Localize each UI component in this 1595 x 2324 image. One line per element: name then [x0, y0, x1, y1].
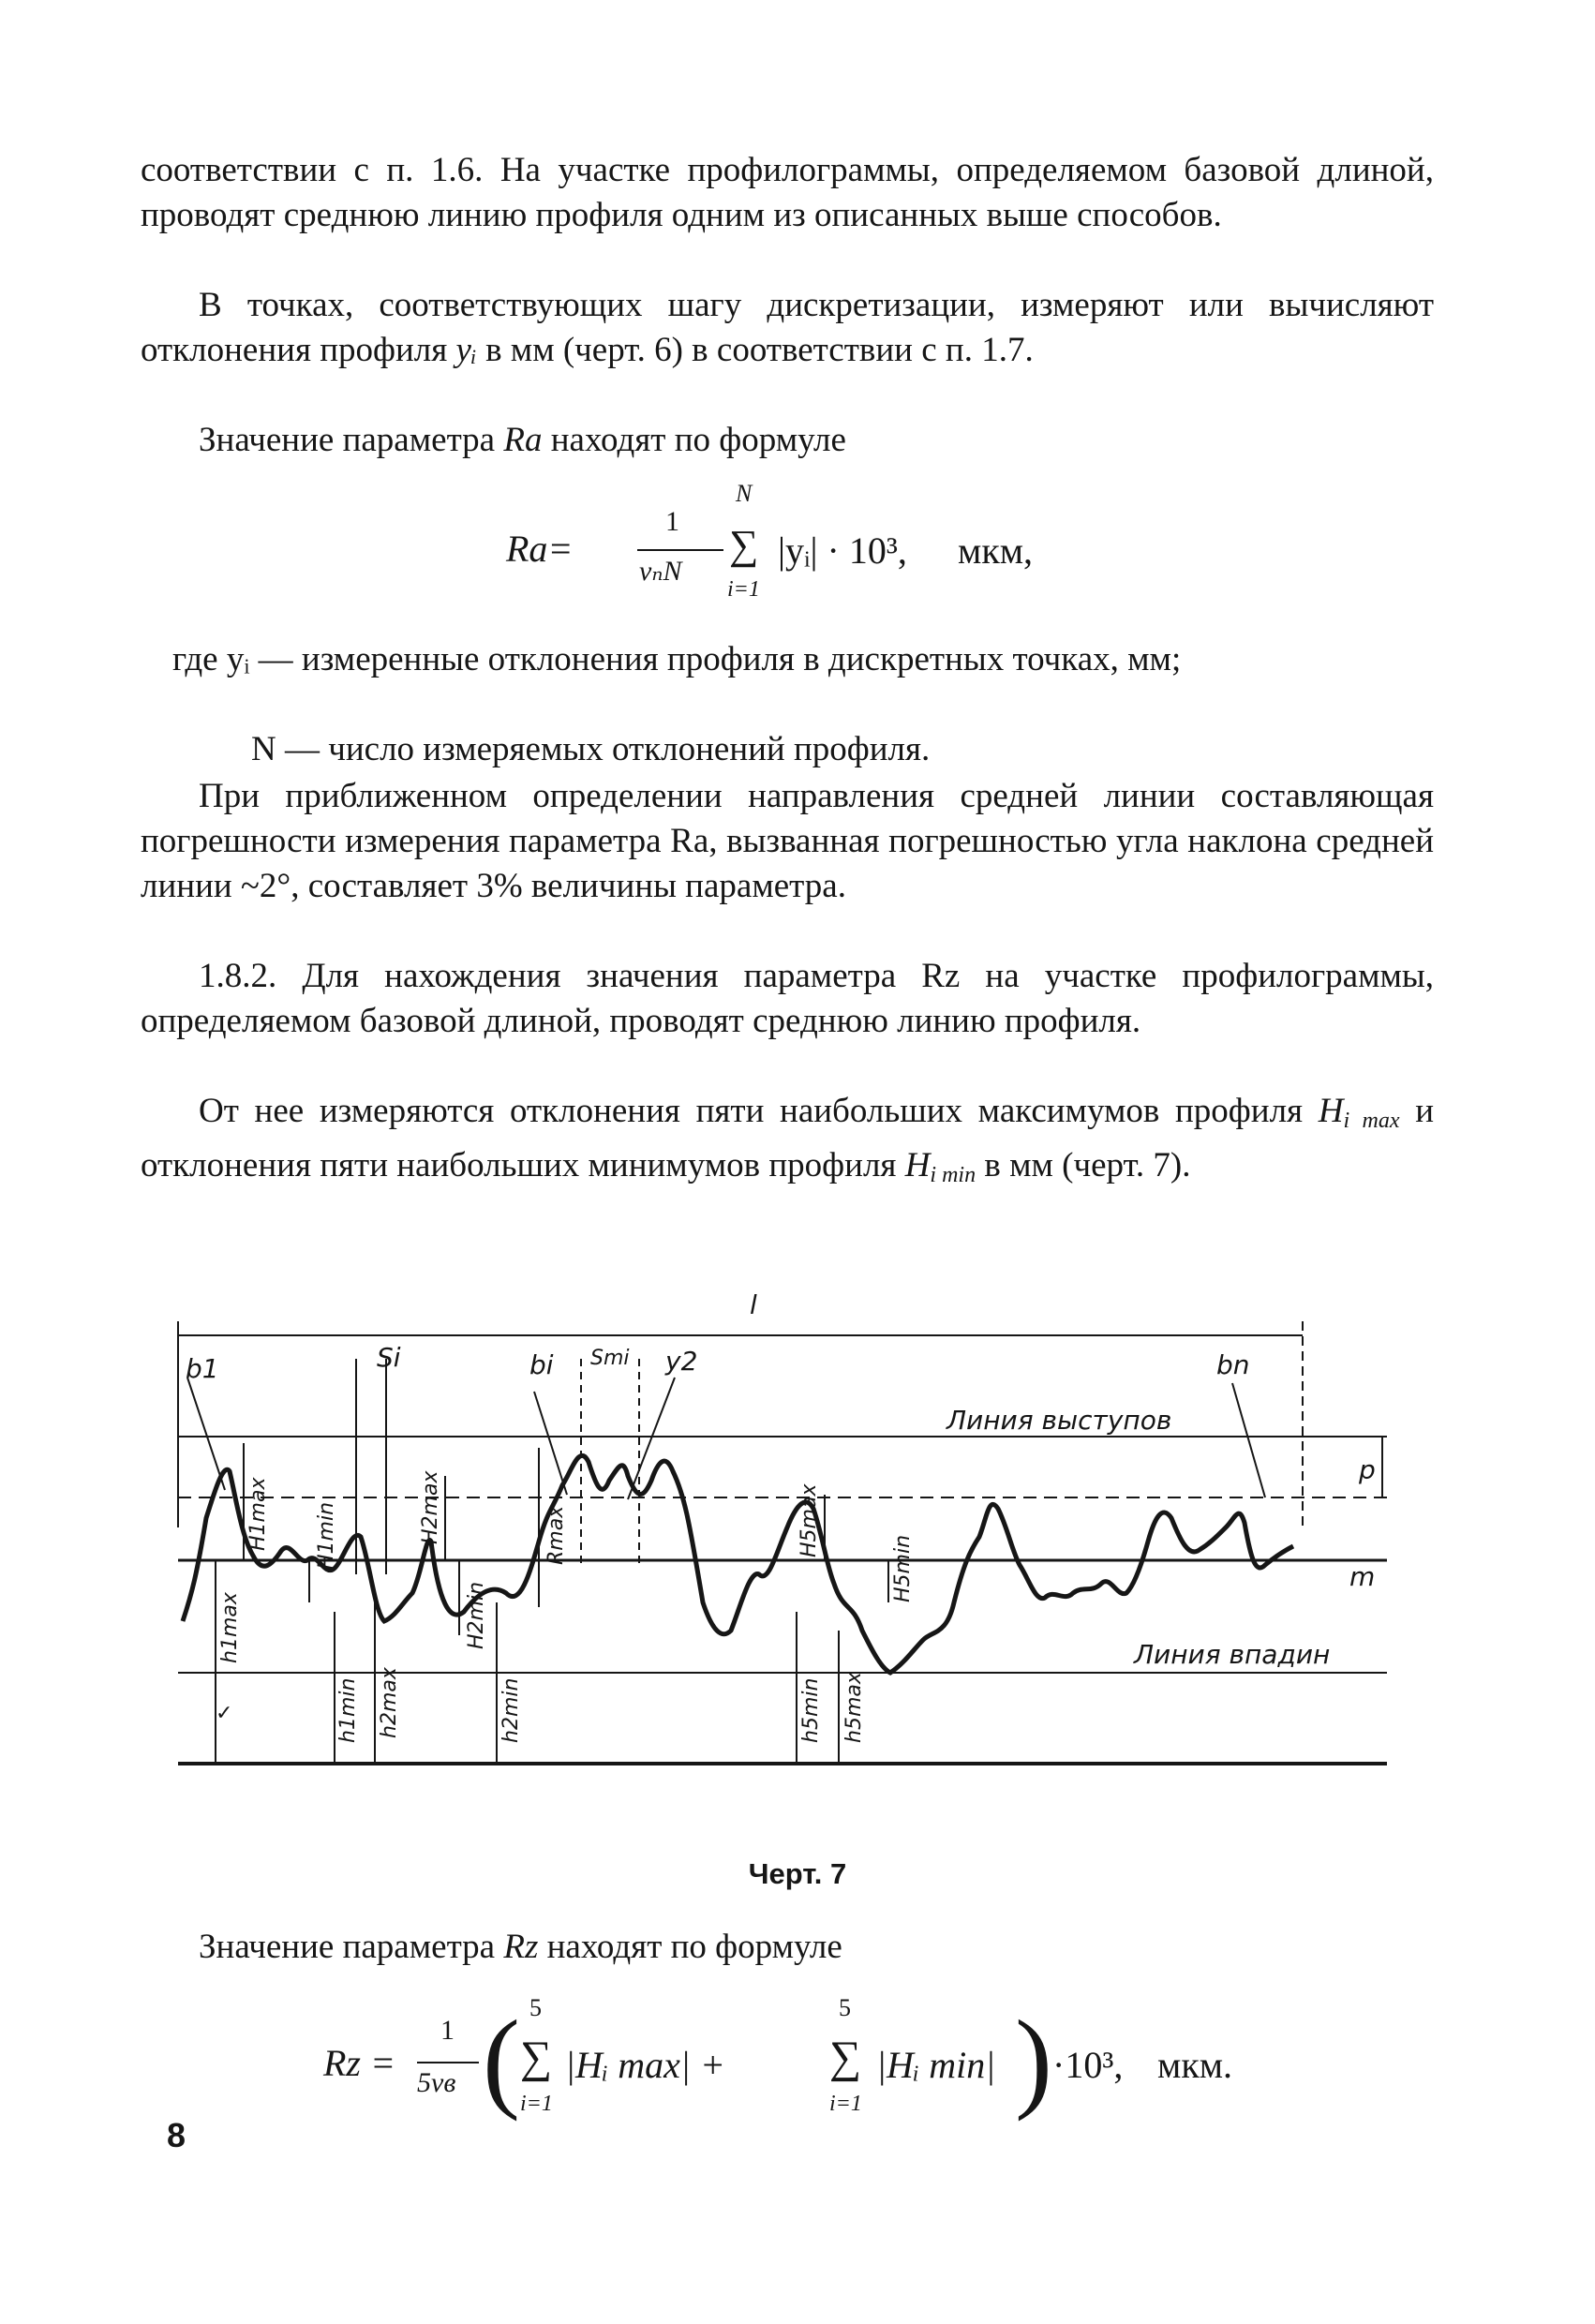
where-1-label: где yᵢ — — [172, 640, 293, 678]
label-h2min-low: h2min — [499, 1677, 523, 1743]
paragraph-6-pre: От нее измеряются отклонения пяти наибольших максимумов профиля — [199, 1092, 1304, 1130]
paragraph-6-sub2: i min — [930, 1163, 976, 1187]
formula-rz-den: 5vв — [417, 2067, 456, 2098]
formula-rz-lhs: Rz = — [323, 2042, 395, 2084]
paragraph-5 — [141, 954, 1434, 1044]
label-h2min: H2min — [465, 1581, 488, 1649]
label-l: l — [750, 1293, 757, 1320]
paragraph-6-var2: H — [904, 1146, 931, 1184]
paragraph-6-mid: и отклонения пяти наибольших минимумов профиля — [141, 1092, 1434, 1184]
paragraph-3-pre: Значение параметра — [199, 421, 496, 459]
profile-curve — [183, 1455, 1293, 1673]
label-h5min-low: h5min — [799, 1677, 823, 1743]
label-h2max: H2max — [419, 1470, 442, 1544]
paragraph-6-sub1: i max — [1343, 1109, 1400, 1133]
formula-rz — [323, 1994, 1354, 2144]
formula-rz-sum2-bottom: i=1 — [829, 2092, 862, 2116]
formula-rz-term2: |Hᵢ min| — [876, 2044, 996, 2086]
paragraph-2-tail: в мм (черт. 6) в соответствии с п. 1.7. — [485, 331, 1034, 369]
formula-ra-den: vₙN — [639, 556, 682, 587]
formula-rz-unit: мкм. — [1157, 2044, 1233, 2086]
formula-rz-sum1-top: 5 — [529, 1994, 542, 2021]
formula-ra-sum-bottom: i=1 — [727, 577, 760, 602]
formula-ra-num: 1 — [665, 506, 679, 537]
formula-rz-term1: |Hᵢ max| + — [565, 2044, 725, 2086]
label-rmax: Rmax — [544, 1505, 568, 1565]
label-bn: bn — [1216, 1349, 1250, 1380]
label-hmin-arrow: ✓ — [216, 1702, 233, 1725]
formula-rz-sum2-symbol: ∑ — [829, 2033, 862, 2082]
where-2-label: N — — [251, 730, 320, 768]
label-h1max-low: h1max — [218, 1592, 242, 1663]
label-si: Si — [377, 1342, 401, 1373]
paragraph-7-post: находят по формуле — [546, 1928, 842, 1966]
label-h1max: H1max — [246, 1477, 270, 1551]
formula-rz-sum1-bottom: i=1 — [520, 2092, 553, 2116]
paragraph-2 — [141, 283, 1434, 373]
paragraph-1-text: соответствии с п. 1.6. На участке профилограммы, определяемом базовой длиной, проводят среднюю линию профиля одним из описанных выше способов. — [141, 151, 1434, 234]
formula-ra-sum-symbol: ∑ — [729, 522, 759, 568]
formula-rz-sum1-symbol: ∑ — [520, 2033, 553, 2082]
label-peaks-line: Линия выступов — [947, 1405, 1172, 1436]
formula-ra-lhs: Ra= — [506, 528, 574, 570]
formula-rz-sum2-top: 5 — [839, 1994, 851, 2021]
profile-figure — [141, 1293, 1453, 1799]
label-smi: Smi — [590, 1347, 630, 1370]
leader-b1 — [187, 1378, 225, 1490]
formula-ra-unit: мкм, — [958, 529, 1034, 572]
formula-rz-paren-right: ) — [1015, 1997, 1052, 2122]
label-b1: b1 — [186, 1353, 219, 1384]
paragraph-2-text: В точках, соответствующих шагу дискретизации, измеряют или вычисляют отклонения профиля — [141, 286, 1434, 369]
label-m: m — [1349, 1561, 1376, 1592]
label-h5max: H5max — [798, 1483, 821, 1557]
label-h1min: H1min — [315, 1501, 338, 1570]
formula-rz-num: 1 — [440, 2015, 455, 2046]
label-h1min-low: h1min — [336, 1677, 360, 1743]
label-p: p — [1359, 1454, 1376, 1485]
label-bi: bi — [529, 1349, 554, 1380]
where-2-text: число измеряемых отклонений профиля. — [328, 730, 931, 768]
formula-ra-sum-top: N — [736, 480, 753, 507]
paragraph-6-post: в мм (черт. 7). — [984, 1146, 1191, 1184]
label-h5min: H5min — [891, 1534, 915, 1602]
where-1-text: измеренные отклонения профиля в дискретных точках, мм; — [301, 640, 1182, 678]
paragraph-6-var1: H — [1318, 1092, 1344, 1130]
formula-ra-fraction-bar — [637, 549, 723, 551]
formula-rz-tail: ·10³, — [1052, 2044, 1124, 2086]
paragraph-3 — [141, 418, 1434, 463]
paragraph-3-var: Ra — [503, 421, 543, 459]
label-h2max-low: h2max — [378, 1667, 401, 1738]
paragraph-7 — [199, 1925, 1417, 1970]
label-y2: y2 — [665, 1346, 698, 1377]
paragraph-7-var: Rz — [503, 1928, 539, 1966]
paragraph-5-text: 1.8.2. Для нахождения значения параметра Rz на участке профилограммы, определяемом базовой длиной, проводят среднюю линию профиля. — [141, 957, 1434, 1040]
leader-bn — [1232, 1383, 1265, 1497]
paragraph-7-pre: Значение параметра — [199, 1928, 496, 1966]
figure-caption: Черт. 7 — [748, 1857, 847, 1890]
paragraph-2-var: yᵢ — [455, 331, 477, 369]
paragraph-6 — [141, 1089, 1434, 1198]
formula-rz-paren-left: ( — [483, 1997, 520, 2122]
paragraph-4 — [141, 774, 1434, 909]
page-number: 8 — [167, 2116, 186, 2154]
paragraph-1 — [141, 148, 1434, 238]
where-line-2 — [251, 727, 930, 772]
formula-ra — [506, 480, 1162, 618]
paragraph-3-post: находят по формуле — [550, 421, 846, 459]
formula-rz-fraction-bar — [417, 2062, 479, 2063]
formula-ra-body: |yᵢ| · 10³, — [778, 529, 907, 572]
paragraph-4-text: При приближенном определении направления средней линии составляющая погрешности измерения параметра Ra, вызванная погрешностью угла наклона средней линии ~2°, составляет 3% величины параметра. — [141, 777, 1434, 905]
label-valleys-line: Линия впадин — [1134, 1639, 1331, 1670]
label-h5max-low: h5max — [842, 1672, 866, 1743]
where-line-1 — [172, 637, 1447, 682]
